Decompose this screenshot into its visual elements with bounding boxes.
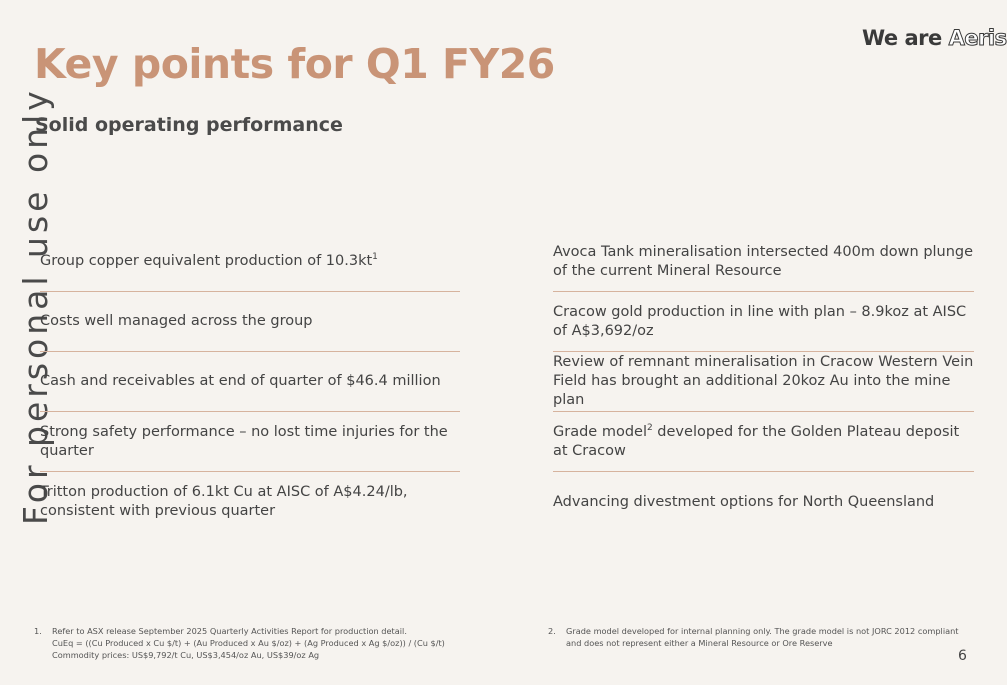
- watermark: For personal use only: [16, 87, 55, 525]
- key-point: [553, 232, 974, 292]
- key-point-text: Costs well managed across the group: [40, 313, 313, 329]
- key-point: [40, 352, 460, 412]
- key-point-text: Grade model: [553, 423, 647, 440]
- right-key-points: [553, 232, 974, 532]
- footnote-number: 2.: [548, 626, 556, 636]
- key-point-text: Avoca Tank mineralisation intersected 400m down plunge of the current Mineral Resource: [553, 243, 974, 279]
- key-point: [40, 292, 460, 352]
- key-point-text: Cash and receivables at end of quarter of $46.4 million: [40, 373, 441, 389]
- footnote-ref: 2: [646, 422, 653, 433]
- footnote-line: Commodity prices: US$9,792/t Cu, US$3,454/oz Au, US$39/oz Ag: [52, 650, 320, 660]
- key-point-text: Tritton production of 6.1kt Cu at AISC of A$4.24/lb, consistent with previous quarter: [40, 484, 408, 519]
- page-title: Key points for Q1 FY26: [34, 40, 555, 88]
- footnote-2: [548, 625, 968, 649]
- page-number: 6: [958, 648, 967, 664]
- page-subtitle: Solid operating performance: [35, 114, 343, 136]
- key-point-text: Strong safety performance – no lost time injuries for the quarter: [40, 423, 448, 459]
- key-point: [40, 472, 460, 532]
- footnote-ref: 1: [372, 252, 378, 263]
- key-point-text: Group copper equivalent production of 10.3kt: [40, 253, 373, 269]
- key-point: [40, 412, 460, 472]
- key-point: [553, 352, 974, 412]
- key-point: [553, 292, 974, 352]
- key-point-text: Advancing divestment options for North Queensland: [553, 493, 935, 510]
- key-point-text: Cracow gold production in line with plan – 8.9koz at AISC of A$3,692/oz: [553, 303, 967, 339]
- footnote-1: [34, 625, 474, 661]
- key-point: [553, 412, 974, 472]
- brand-prefix: We are: [862, 26, 942, 50]
- brand-logo: [862, 26, 1007, 50]
- key-point-text: developed for the Golden Plateau deposit at Cracow: [553, 423, 960, 459]
- footnote-line: Grade model developed for internal planning only. The grade model is not JORC 2012 compliant and does not represent either a Mineral Resource or Ore Reserve: [566, 626, 959, 648]
- key-point: [553, 472, 974, 532]
- key-point-text: Review of remnant mineralisation in Cracow Western Vein Field has brought an additional 20koz Au into the mine plan: [553, 354, 974, 408]
- footnote-number: 1.: [34, 626, 42, 636]
- footnote-line: CuEq = ((Cu Produced x Cu $/t) + (Au Produced x Au $/oz) + (Ag Produced x Ag $/oz)) / (Cu $/t): [52, 638, 445, 648]
- left-key-points: [40, 232, 460, 532]
- key-point: [40, 232, 460, 292]
- footnote-line: Refer to ASX release September 2025 Quarterly Activities Report for production detail.: [52, 626, 407, 636]
- brand-name: Aeris: [948, 26, 1007, 50]
